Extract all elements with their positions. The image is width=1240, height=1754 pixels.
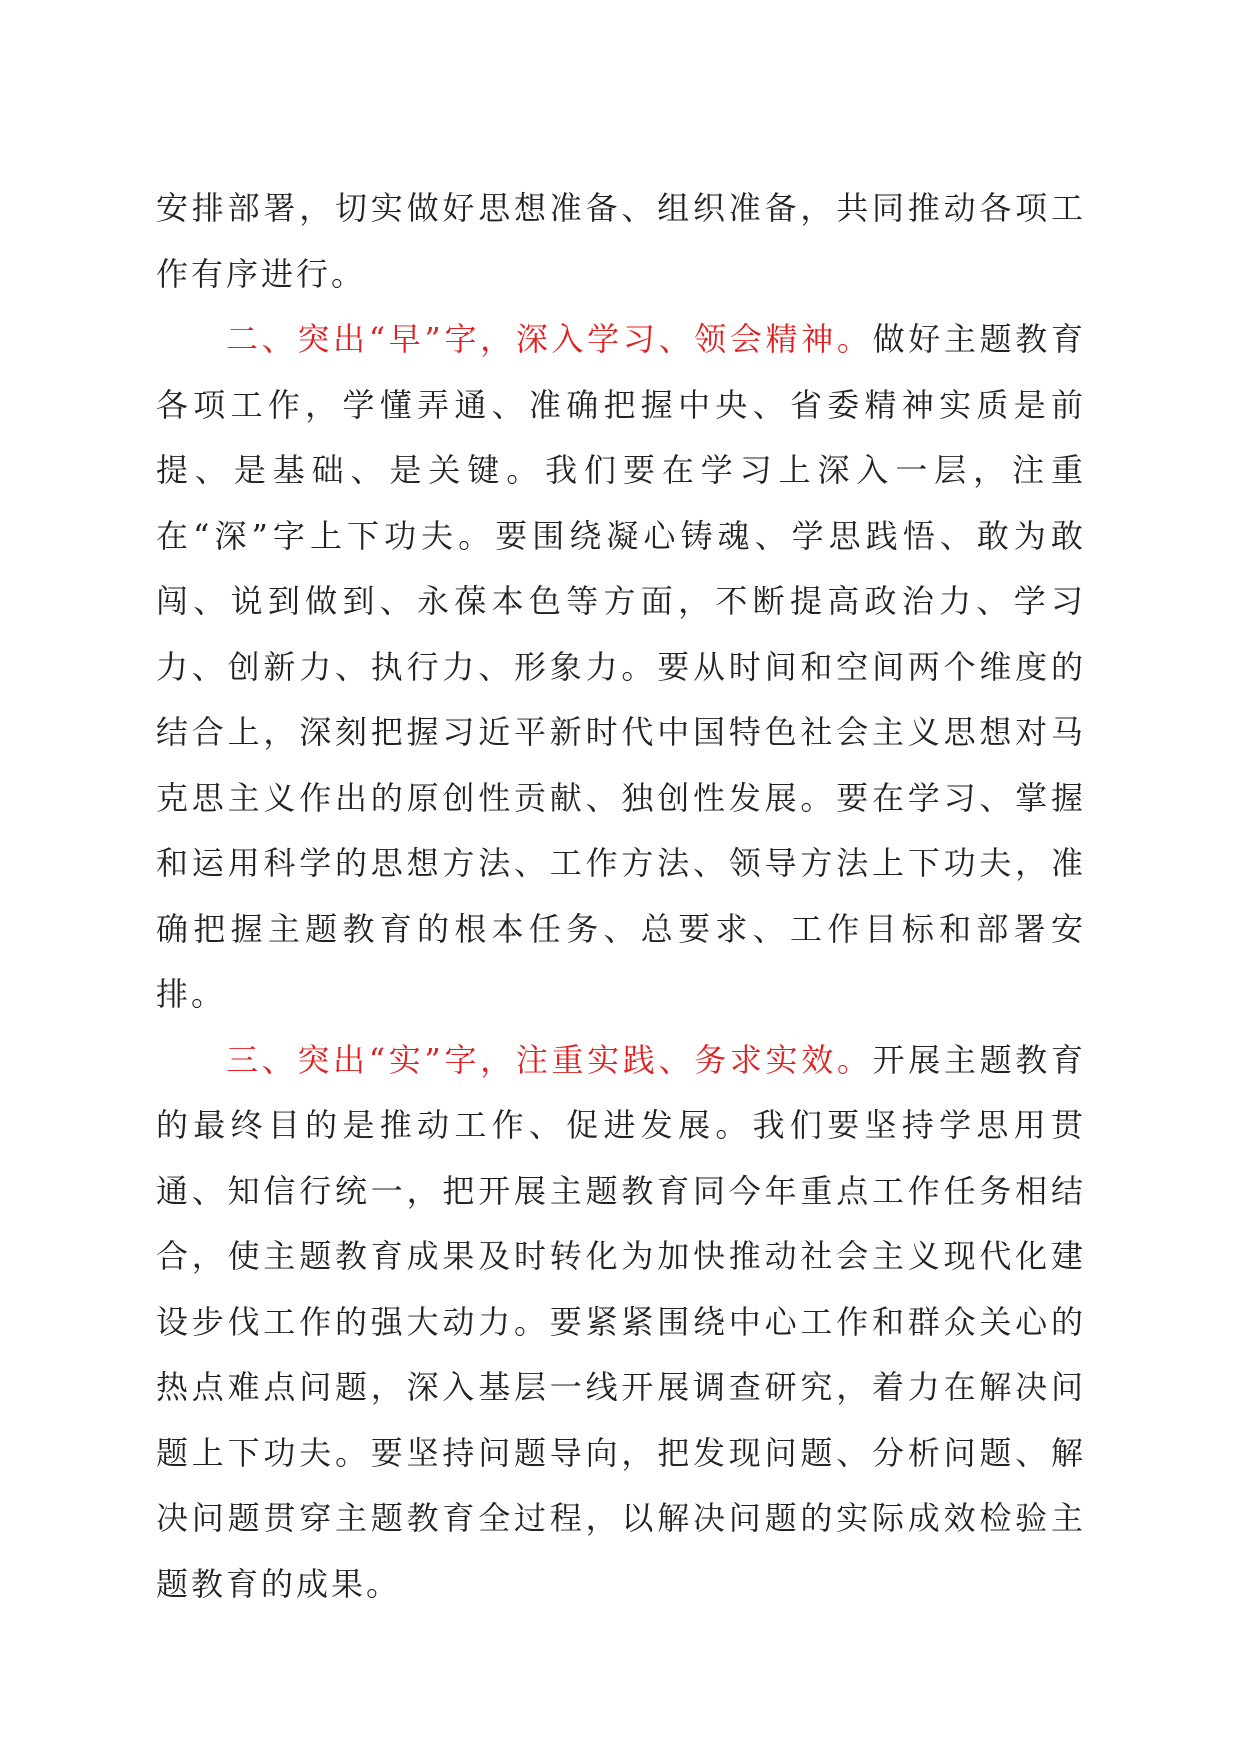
paragraph-section-three	[156, 1028, 1086, 1618]
section-heading: 二、突出“早”字，深入学习、领会精神。	[226, 320, 873, 358]
paragraph-body: 安排部署，切实做好思想准备、组织准备，共同推动各项工作有序进行。	[156, 189, 1086, 293]
section-heading: 三、突出“实”字，注重实践、务求实效。	[226, 1040, 873, 1079]
document-body	[156, 176, 1086, 1617]
paragraph-continuation	[156, 176, 1086, 307]
paragraph-body: 开展主题教育的最终目的是推动工作、促进发展。我们要坚持学思用贯通、知信行统一，把开展主题教育同今年重点工作任务相结合，使主题教育成果及时转化为加快推动社会主义现代化建设步伐工作的强大动力。要紧紧围绕中心工作和群众关心的热点难点问题，深入基层一线开展调查研究，着力在解决问题上下功夫。要坚持问题导向，把发现问题、分析问题、解决问题贯穿主题教育全过程，以解决问题的实际成效检验主题教育的成果。	[156, 1040, 1086, 1603]
paragraph-body: 做好主题教育各项工作，学懂弄通、准确把握中央、省委精神实质是前提、是基础、是关键。我们要在学习上深入一层，注重在“深”字上下功夫。要围绕凝心铸魂、学思践悟、敢为敢闯、说到做到、永葆本色等方面，不断提高政治力、学习力、创新力、执行力、形象力。要从时间和空间两个维度的结合上，深刻把握习近平新时代中国特色社会主义思想对马克思主义作出的原创性贡献、独创性发展。要在学习、掌握和运用科学的思想方法、工作方法、领导方法上下功夫，准确把握主题教育的根本任务、总要求、工作目标和部署安排。	[156, 320, 1086, 1013]
paragraph-section-two	[156, 307, 1086, 1028]
